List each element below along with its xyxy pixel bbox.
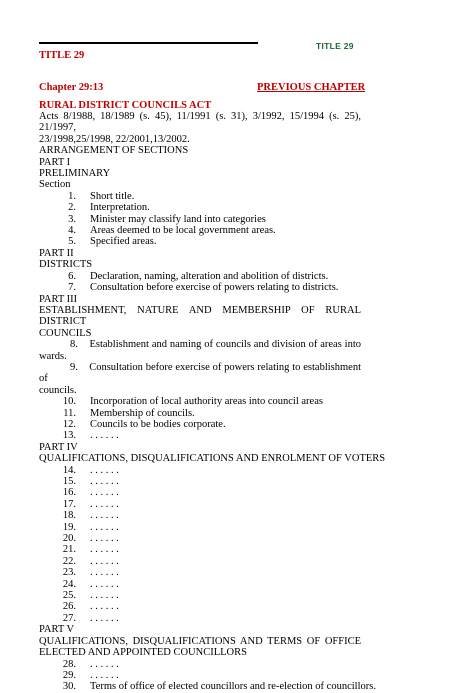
section-title: . . . . . .	[90, 533, 119, 545]
section-title: . . . . . .	[90, 658, 119, 670]
acts-line: Acts 8/1988, 18/1989 (s. 45), 11/1991 (s. 31), 3/1992, 15/1994 (s. 25), 21/1997,	[39, 111, 361, 134]
section-item[interactable]	[39, 601, 361, 612]
section-item[interactable]	[39, 362, 361, 385]
section-item[interactable]	[39, 408, 361, 419]
section-number: 22.	[62, 555, 76, 567]
section-number: 9.	[70, 361, 78, 373]
part-name: QUALIFICATIONS, DISQUALIFICATIONS AND TERMS OF OFFICE	[39, 635, 361, 647]
section-title: . . . . . .	[90, 521, 119, 533]
section-item[interactable]	[39, 510, 361, 521]
section-title: Short title.	[90, 190, 135, 202]
section-title: Terms of office of elected councillors and re-election of councillors.	[90, 681, 376, 693]
section-title: . . . . . .	[90, 578, 119, 590]
section-number: 23.	[62, 567, 76, 579]
section-title: . . . . . .	[90, 498, 119, 510]
section-title-continued: councils.	[39, 384, 77, 396]
section-item[interactable]	[39, 533, 361, 544]
section-number: 1.	[68, 190, 76, 202]
section-title: . . . . . .	[90, 590, 119, 602]
section-item[interactable]	[39, 670, 361, 681]
section-item[interactable]	[39, 659, 361, 670]
section-number: 13.	[62, 430, 76, 442]
section-number: 16.	[62, 487, 76, 499]
header-title-label: TITLE 29	[316, 41, 354, 51]
section-number: 7.	[68, 282, 76, 294]
section-number: 30.	[62, 681, 76, 693]
section-item[interactable]	[39, 191, 361, 202]
part-heading: PART III	[39, 293, 78, 305]
section-item[interactable]	[39, 567, 361, 578]
chapter-label: Chapter 29:13	[39, 82, 104, 93]
section-item[interactable]	[39, 487, 361, 498]
section-title: . . . . . .	[90, 476, 119, 487]
section-number: 17.	[62, 498, 76, 510]
previous-chapter-link[interactable]: PREVIOUS CHAPTER	[257, 82, 366, 93]
section-item[interactable]	[39, 271, 361, 282]
acts-line: 23/1998,25/1998, 22/2001,13/2002.	[39, 133, 190, 145]
section-title: Consultation before exercise of powers relating to districts.	[90, 282, 339, 294]
part-name: QUALIFICATIONS, DISQUALIFICATIONS AND ENROLMENT OF VOTERS	[39, 453, 386, 465]
section-title: . . . . . .	[90, 612, 119, 624]
section-number: 4.	[68, 225, 76, 237]
part-name: ELECTED AND APPOINTED COUNCILLORS	[39, 647, 247, 659]
part-heading: PART IV	[39, 441, 78, 453]
section-item[interactable]	[39, 681, 376, 693]
part-name: COUNCILS	[39, 327, 92, 339]
section-item[interactable]	[39, 465, 361, 476]
section-title: . . . . . .	[90, 487, 119, 499]
section-number: 20.	[62, 533, 76, 545]
part-name: ESTABLISHMENT, NATURE AND MEMBERSHIP OF RURAL DISTRICT	[39, 304, 361, 328]
section-item[interactable]	[39, 544, 361, 555]
header-rule	[39, 42, 258, 44]
page-title: TITLE 29	[39, 50, 85, 61]
section-item[interactable]	[39, 499, 361, 510]
section-title: Establishment and naming of councils and division of areas into	[89, 339, 362, 351]
section-title: . . . . . .	[90, 544, 119, 556]
section-title: Minister may classify land into categories	[90, 213, 266, 225]
section-item[interactable]	[39, 214, 361, 225]
section-title: Areas deemed to be local government areas.	[90, 225, 276, 237]
section-title: . . . . . .	[90, 555, 119, 567]
section-title: Membership of councils.	[90, 407, 195, 419]
section-number: 3.	[68, 213, 76, 225]
document-body	[39, 111, 386, 693]
section-title: Consultation before exercise of powers relating to establishment of	[39, 361, 361, 385]
section-number: 14.	[62, 464, 76, 476]
section-item[interactable]	[39, 613, 361, 624]
section-item[interactable]	[39, 476, 361, 487]
section-number: 2.	[68, 202, 76, 214]
section-number: 6.	[68, 270, 76, 282]
section-title: Incorporation of local authority areas into council areas	[90, 396, 323, 408]
part-heading: PART I	[39, 156, 71, 168]
section-item[interactable]	[39, 236, 361, 247]
section-title: Declaration, naming, alteration and abolition of districts.	[90, 270, 329, 282]
section-number: 12.	[62, 418, 76, 430]
section-item[interactable]	[39, 590, 361, 601]
section-title: . . . . . .	[90, 601, 119, 613]
arrangement-heading: ARRANGEMENT OF SECTIONS	[39, 145, 189, 157]
section-title: . . . . . .	[90, 510, 119, 522]
section-title-continued: wards.	[39, 350, 67, 362]
section-title: Interpretation.	[90, 202, 150, 214]
section-number: 15.	[62, 476, 76, 487]
part-name: DISTRICTS	[39, 259, 93, 271]
section-title: Specified areas.	[90, 236, 157, 248]
section-number: 19.	[62, 521, 76, 533]
section-number: 18.	[62, 510, 76, 522]
act-name: RURAL DISTRICT COUNCILS ACT	[39, 100, 212, 111]
part-heading: PART II	[39, 247, 74, 259]
section-item[interactable]	[39, 396, 361, 407]
section-number: 28.	[62, 658, 76, 670]
section-item[interactable]	[39, 579, 361, 590]
section-item[interactable]	[39, 556, 361, 567]
section-item[interactable]	[39, 202, 361, 213]
section-number: 8.	[70, 339, 78, 351]
section-title: . . . . . .	[90, 464, 119, 476]
section-number: 25.	[62, 590, 76, 602]
section-title: . . . . . .	[90, 430, 119, 442]
section-number: 24.	[62, 578, 76, 590]
section-item[interactable]	[39, 339, 361, 350]
section-number: 10.	[62, 396, 76, 408]
part-heading: PART V	[39, 624, 75, 636]
section-title: . . . . . .	[90, 669, 119, 681]
section-label: Section	[39, 179, 71, 191]
section-number: 21.	[62, 544, 76, 556]
section-item[interactable]	[39, 282, 361, 293]
section-number: 11.	[63, 407, 76, 419]
section-number: 5.	[68, 236, 76, 248]
section-number: 29.	[62, 669, 76, 681]
section-title: . . . . . .	[90, 567, 119, 579]
section-item[interactable]	[39, 430, 361, 441]
section-item[interactable]	[39, 225, 361, 236]
part-name: PRELIMINARY	[39, 168, 111, 180]
section-item[interactable]	[39, 419, 361, 430]
section-number: 27.	[62, 612, 76, 624]
section-item[interactable]	[39, 522, 361, 533]
section-title: Councils to be bodies corporate.	[90, 418, 226, 430]
section-number: 26.	[62, 601, 76, 613]
